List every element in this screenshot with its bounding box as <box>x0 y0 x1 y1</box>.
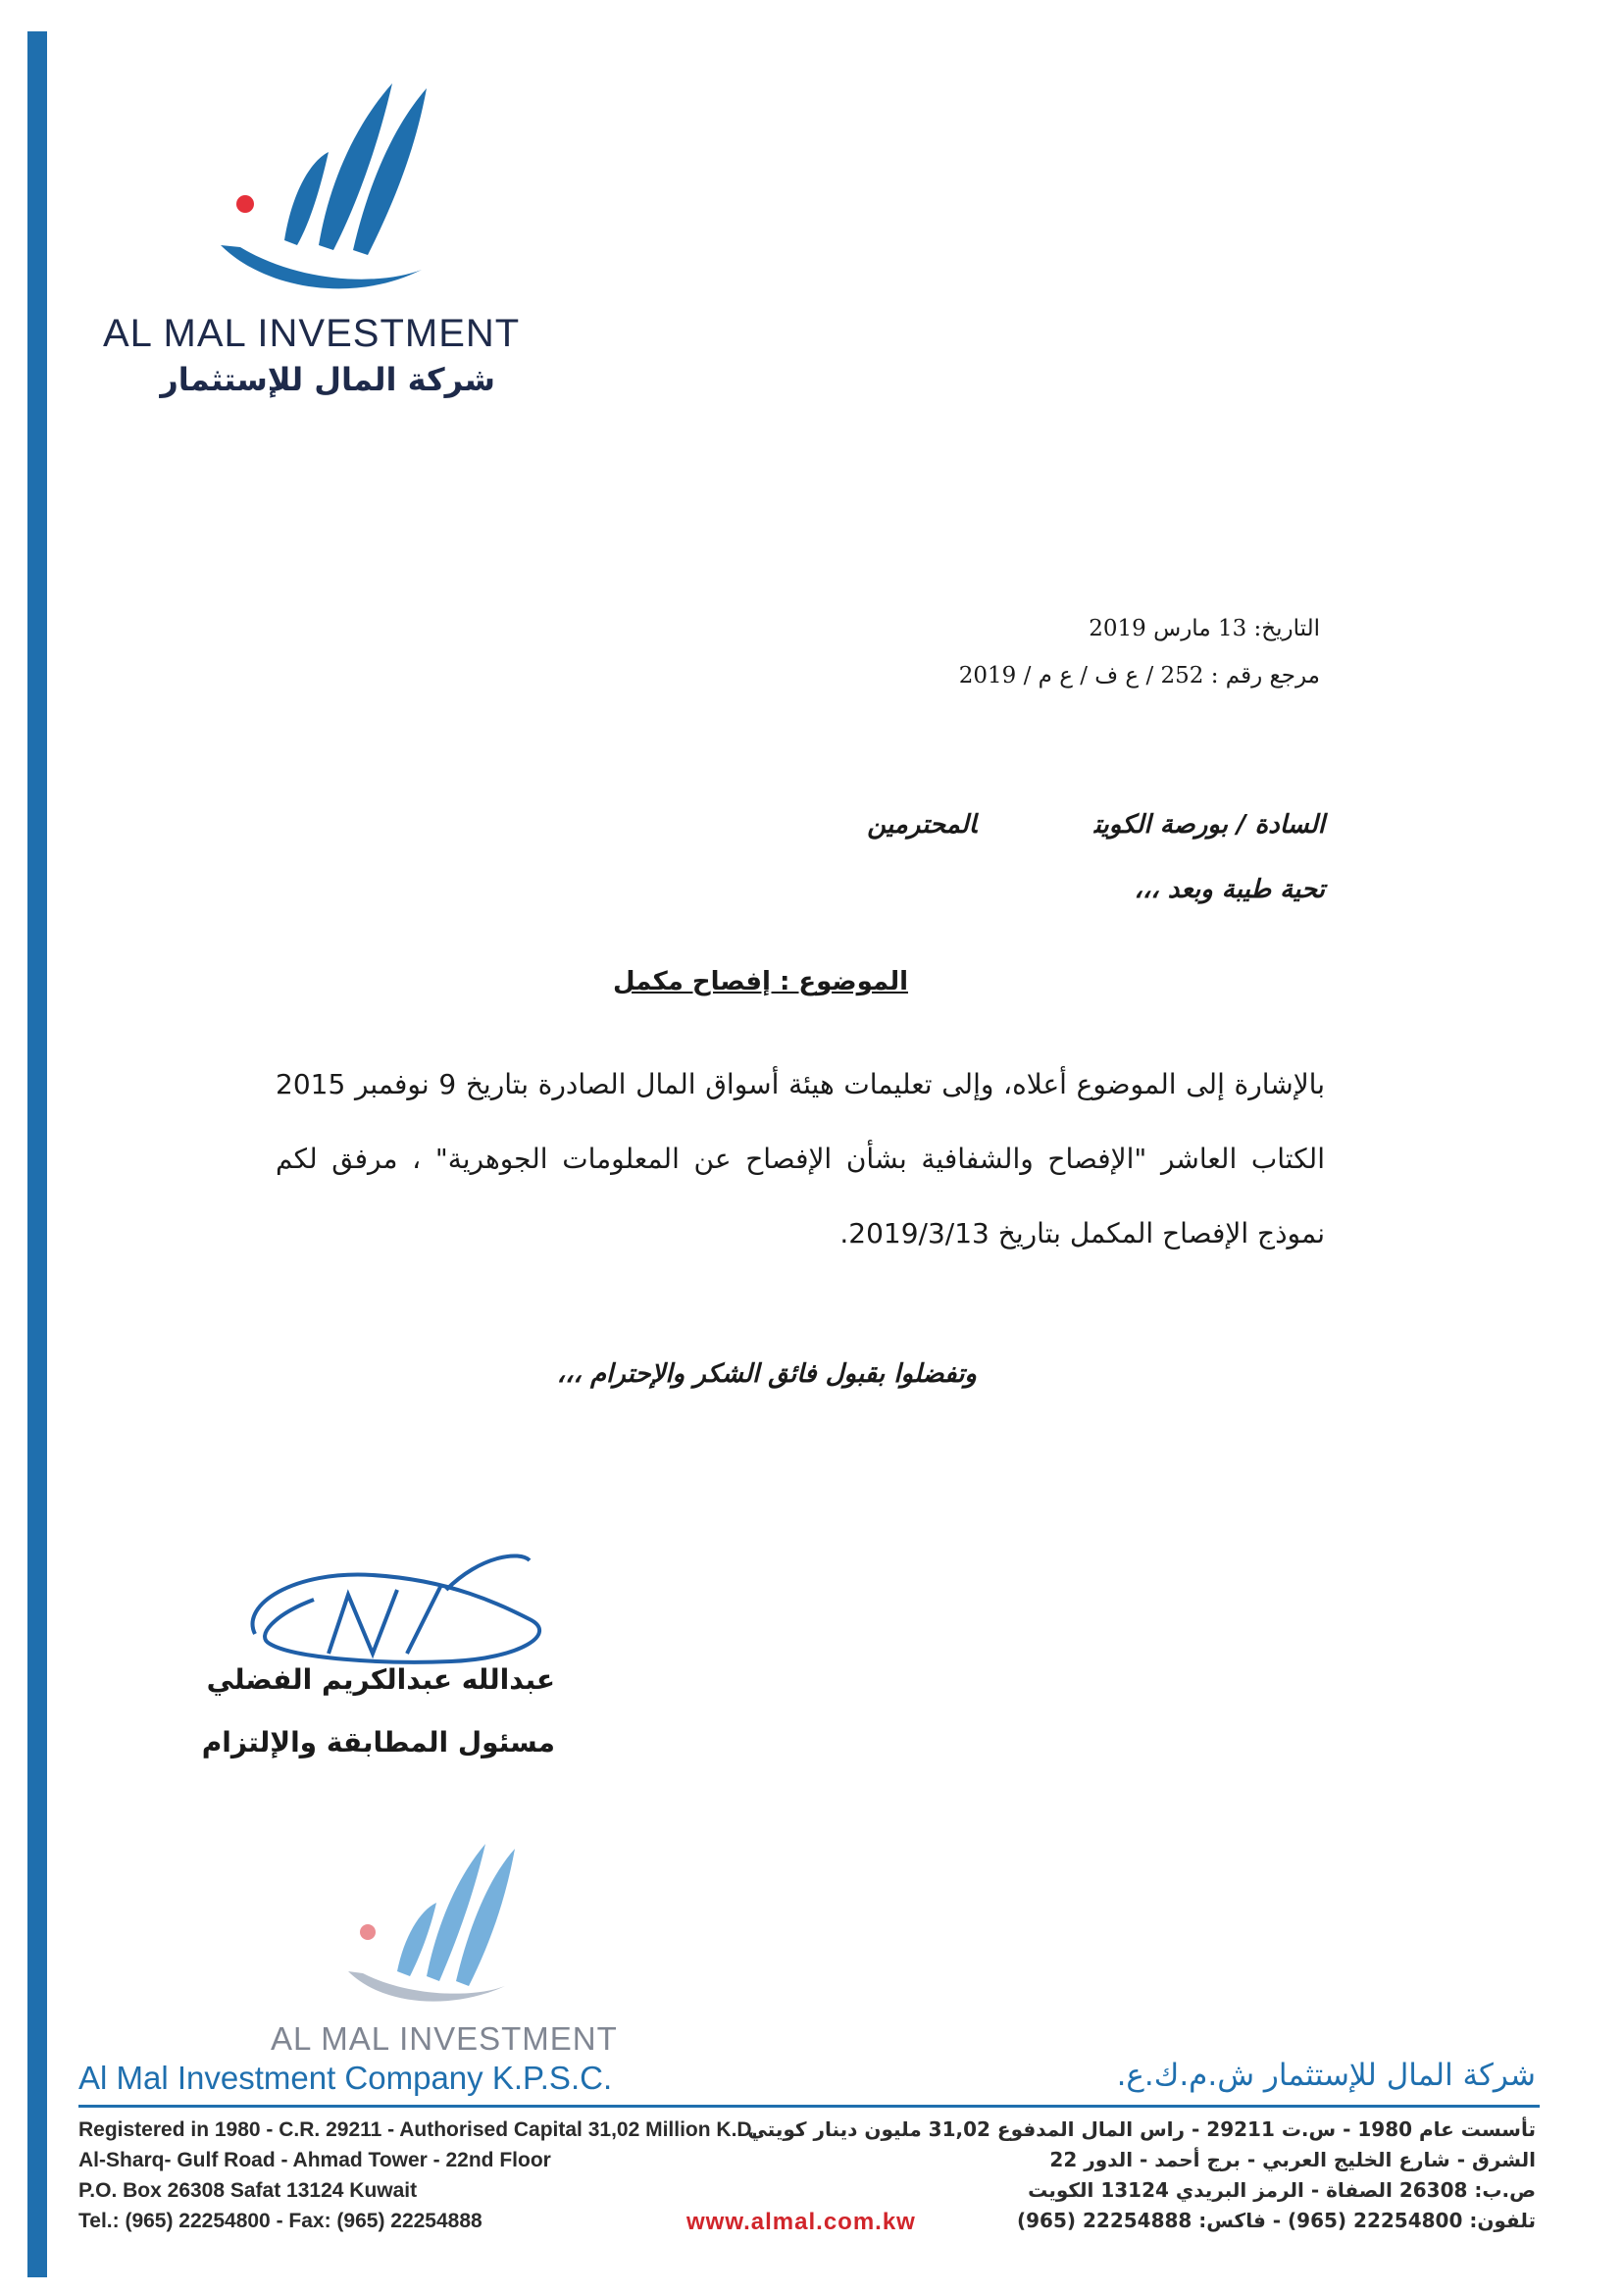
logo-mark-icon <box>181 59 436 304</box>
signatory-name: عبدالله عبدالكريم الفضلي <box>206 1663 555 1696</box>
footer-registration-ar: تأسست عام 1980 - س.ت 29211 - راس المال المدفوع 31,02 مليون دينار كويتي <box>747 2117 1536 2141</box>
footer-phone-ar: تلفون: 22254800 (965) - فاكس: 22254888 (965) <box>1017 2209 1536 2232</box>
footer-phone-en: Tel.: (965) 22254800 - Fax: (965) 22254888 <box>78 2210 482 2232</box>
logo-name-ar: شركة المال للإستثمار <box>160 361 495 398</box>
footer-divider <box>78 2105 1540 2108</box>
letter-body: بالإشارة إلى الموضوع أعلاه، وإلى تعليمات هيئة أسواق المال الصادرة بتاريخ 9 نوفمبر 2015 الكتاب العاشر "الإفصاح والشفافية بشأن الإفصاح عن المعلومات الجوهرية" ، مرفق لكم نموذج الإفصاح المكمل بتاريخ 2019/3/13. <box>276 1068 1325 1249</box>
signatory-title: مسئول المطابقة والإلتزام <box>201 1726 555 1759</box>
addressee: السادة / بورصة الكويت <box>1093 810 1325 840</box>
stamp-logo-icon <box>324 1824 520 2011</box>
reference-number: مرجع رقم : 252 / ع ف / ع م / 2019 <box>958 663 1320 688</box>
footer-address-en: Al-Sharq- Gulf Road - Ahmad Tower - 22nd Floor <box>78 2149 551 2171</box>
footer-company-name-ar: شركة المال للإستثمار ش.م.ك.ع. <box>1116 2058 1536 2093</box>
letter-date: التاريخ: 13 مارس 2019 <box>1089 616 1320 641</box>
stamp-name-en: AL MAL INVESTMENT <box>271 2020 618 2057</box>
side-accent-bar <box>27 31 47 2277</box>
addressee-respect: المحترمين <box>867 810 977 840</box>
letter-closing: وتفضلوا بقبول فائق الشكر والإحترام ،،، <box>556 1359 977 1389</box>
company-stamp <box>265 1824 618 2089</box>
footer-pobox-ar: ص.ب: 26308 الصفاة - الرمز البريدي 13124 الكويت <box>1028 2178 1536 2202</box>
footer-website: www.almal.com.kw <box>686 2209 916 2235</box>
footer-address-ar: الشرق - شارع الخليج العربي - برج أحمد - الدور 22 <box>1049 2148 1536 2171</box>
company-logo <box>93 59 521 402</box>
footer-details-en <box>78 2115 757 2236</box>
handwritten-signature <box>235 1546 569 1683</box>
letter-subject: الموضوع : إفصاح مكمل <box>612 967 908 996</box>
greeting: تحية طيبة وبعد ،،، <box>1134 875 1325 904</box>
footer-registration-en: Registered in 1980 - C.R. 29211 - Authorised Capital 31,02 Million K.D. <box>78 2118 758 2141</box>
footer-company-name-en: Al Mal Investment Company K.P.S.C. <box>78 2060 613 2096</box>
logo-name-en: AL MAL INVESTMENT <box>103 312 521 355</box>
footer-pobox-en: P.O. Box 26308 Safat 13124 Kuwait <box>78 2179 418 2202</box>
addressee-line <box>867 810 1325 840</box>
